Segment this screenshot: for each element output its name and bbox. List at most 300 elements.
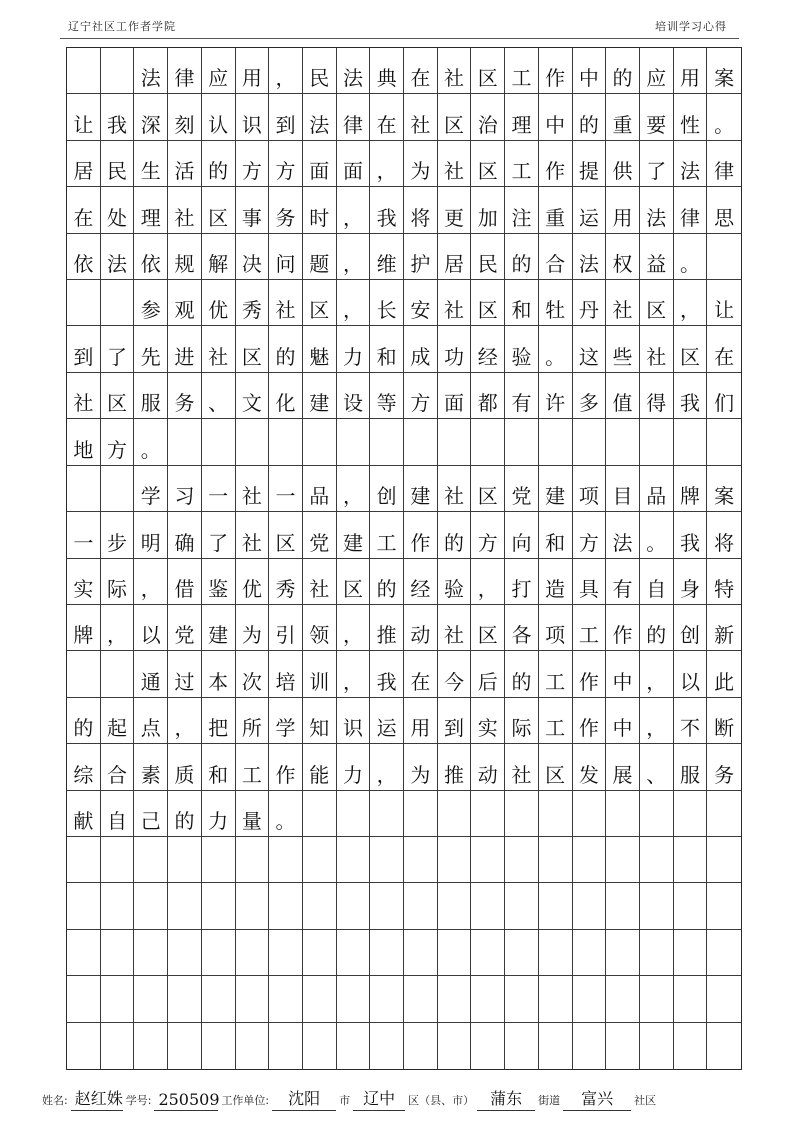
grid-char: 优 bbox=[236, 559, 270, 605]
grid-char: 方 bbox=[471, 512, 505, 558]
grid-char: 断 bbox=[707, 698, 741, 744]
grid-cell-empty bbox=[202, 883, 236, 929]
grid-char: 过 bbox=[168, 651, 202, 697]
grid-char: 案 bbox=[707, 48, 741, 94]
grid-char: 项 bbox=[539, 605, 573, 651]
grid-char: 牡 bbox=[539, 280, 573, 326]
grid-char: 法 bbox=[303, 94, 337, 140]
grid-cell-empty bbox=[236, 837, 270, 883]
grid-cell-empty bbox=[707, 930, 741, 976]
grid-char: 民 bbox=[101, 141, 135, 187]
grid-char: 观 bbox=[168, 280, 202, 326]
grid-cell-empty bbox=[640, 837, 674, 883]
grid-cell-empty bbox=[134, 837, 168, 883]
grid-char: 在 bbox=[707, 326, 741, 372]
grid-char: 。 bbox=[674, 234, 708, 280]
grid-char: 中 bbox=[606, 698, 640, 744]
grid-char bbox=[168, 419, 202, 465]
grid-cell-empty bbox=[471, 976, 505, 1022]
grid-char bbox=[101, 651, 135, 697]
grid-char bbox=[404, 419, 438, 465]
grid-char: 社 bbox=[606, 280, 640, 326]
grid-char: 中 bbox=[539, 94, 573, 140]
grid-cell-empty bbox=[303, 837, 337, 883]
grid-char: 社 bbox=[67, 373, 101, 419]
grid-cell-empty bbox=[404, 976, 438, 1022]
grid-char: 造 bbox=[539, 559, 573, 605]
grid-char: 理 bbox=[505, 94, 539, 140]
grid-cell-empty bbox=[168, 930, 202, 976]
grid-char: 工 bbox=[573, 605, 607, 651]
grid-cell-empty bbox=[674, 1023, 708, 1069]
grid-char: 献 bbox=[67, 791, 101, 837]
grid-char: 时 bbox=[303, 187, 337, 233]
grid-cell-empty bbox=[134, 1023, 168, 1069]
grid-char: 注 bbox=[505, 187, 539, 233]
grid-cell-empty bbox=[236, 1023, 270, 1069]
grid-char: 识 bbox=[337, 698, 371, 744]
grid-char: 社 bbox=[168, 187, 202, 233]
grid-char: 我 bbox=[370, 651, 404, 697]
grid-char: 展 bbox=[606, 744, 640, 790]
grid-char: 认 bbox=[202, 94, 236, 140]
grid-char: ， bbox=[134, 559, 168, 605]
grid-char: 质 bbox=[168, 744, 202, 790]
district-field: 辽中 bbox=[353, 1086, 405, 1111]
grid-char: ， bbox=[101, 605, 135, 651]
street-field: 蒲东 bbox=[477, 1086, 535, 1111]
grid-char: 面 bbox=[303, 141, 337, 187]
grid-char: 借 bbox=[168, 559, 202, 605]
grid-cell-empty bbox=[539, 930, 573, 976]
grid-char: 牌 bbox=[67, 605, 101, 651]
grid-cell-empty bbox=[505, 1023, 539, 1069]
grid-char: 了 bbox=[640, 141, 674, 187]
grid-char: 际 bbox=[101, 559, 135, 605]
grid-char: 区 bbox=[202, 187, 236, 233]
grid-cell-empty bbox=[640, 1023, 674, 1069]
grid-char bbox=[640, 419, 674, 465]
grid-char: 维 bbox=[370, 234, 404, 280]
grid-cell-empty bbox=[168, 883, 202, 929]
grid-char: 的 bbox=[505, 651, 539, 697]
grid-char: 引 bbox=[269, 605, 303, 651]
grid-char: 自 bbox=[640, 559, 674, 605]
grid-char: 工 bbox=[370, 512, 404, 558]
grid-char bbox=[202, 419, 236, 465]
grid-char: 和 bbox=[370, 326, 404, 372]
grid-char: 次 bbox=[236, 651, 270, 697]
grid-char: 治 bbox=[471, 94, 505, 140]
grid-char: 社 bbox=[236, 466, 270, 512]
grid-char: 动 bbox=[471, 744, 505, 790]
grid-char bbox=[101, 466, 135, 512]
grid-char: 、 bbox=[640, 744, 674, 790]
grid-cell-empty bbox=[134, 883, 168, 929]
grid-char: 。 bbox=[539, 326, 573, 372]
grid-cell-empty bbox=[370, 883, 404, 929]
grid-char: 训 bbox=[303, 651, 337, 697]
grid-char: 律 bbox=[674, 187, 708, 233]
grid-char: 品 bbox=[303, 466, 337, 512]
name-label: 姓名: bbox=[42, 1094, 68, 1107]
grid-char: 党 bbox=[505, 466, 539, 512]
grid-char: 的 bbox=[67, 698, 101, 744]
grid-char: 的 bbox=[370, 559, 404, 605]
grid-char bbox=[539, 791, 573, 837]
grid-char: 法 bbox=[674, 141, 708, 187]
grid-char: 品 bbox=[640, 466, 674, 512]
grid-char: 知 bbox=[303, 698, 337, 744]
grid-char: 发 bbox=[573, 744, 607, 790]
grid-char: 这 bbox=[573, 326, 607, 372]
grid-char: 一 bbox=[202, 466, 236, 512]
grid-char bbox=[674, 419, 708, 465]
grid-char: 社 bbox=[236, 512, 270, 558]
writing-grid bbox=[66, 47, 742, 1070]
grid-char: 。 bbox=[640, 512, 674, 558]
grid-cell-empty bbox=[573, 883, 607, 929]
grid-char: 作 bbox=[539, 141, 573, 187]
grid-char: 社 bbox=[269, 280, 303, 326]
grid-char: 的 bbox=[573, 94, 607, 140]
grid-char: 自 bbox=[101, 791, 135, 837]
grid-char: 方 bbox=[573, 512, 607, 558]
grid-char: 学 bbox=[134, 466, 168, 512]
grid-cell-empty bbox=[337, 1023, 371, 1069]
grid-char: 明 bbox=[134, 512, 168, 558]
grid-char: 区 bbox=[236, 326, 270, 372]
grid-char: 让 bbox=[707, 280, 741, 326]
grid-cell-empty bbox=[573, 976, 607, 1022]
grid-char: 、 bbox=[202, 373, 236, 419]
grid-char: 重 bbox=[606, 94, 640, 140]
grid-cell-empty bbox=[573, 837, 607, 883]
grid-char: 向 bbox=[505, 512, 539, 558]
grid-char: 此 bbox=[707, 651, 741, 697]
grid-char: 的 bbox=[505, 234, 539, 280]
grid-char: 学 bbox=[269, 698, 303, 744]
grid-char: 区 bbox=[640, 280, 674, 326]
grid-char: 区 bbox=[471, 605, 505, 651]
grid-char: 题 bbox=[303, 234, 337, 280]
grid-cell-empty bbox=[269, 976, 303, 1022]
grid-char: 确 bbox=[168, 512, 202, 558]
grid-char: ， bbox=[337, 651, 371, 697]
grid-char: 区 bbox=[471, 466, 505, 512]
grid-cell-empty bbox=[303, 883, 337, 929]
grid-char: ， bbox=[674, 280, 708, 326]
page-header-left: 辽宁社区工作者学院 bbox=[68, 20, 176, 33]
grid-char: 工 bbox=[236, 744, 270, 790]
grid-char: 法 bbox=[134, 48, 168, 94]
grid-char bbox=[573, 791, 607, 837]
grid-cell-empty bbox=[539, 1023, 573, 1069]
grid-char: 创 bbox=[370, 466, 404, 512]
grid-cell-empty bbox=[606, 930, 640, 976]
grid-cell-empty bbox=[337, 837, 371, 883]
grid-char: 量 bbox=[236, 791, 270, 837]
grid-char: ， bbox=[370, 744, 404, 790]
grid-char: 区 bbox=[471, 141, 505, 187]
grid-char: 法 bbox=[101, 234, 135, 280]
grid-char: 作 bbox=[539, 48, 573, 94]
grid-char: 典 bbox=[370, 48, 404, 94]
grid-char: 动 bbox=[404, 605, 438, 651]
grid-char: 我 bbox=[101, 94, 135, 140]
grid-char: 区 bbox=[471, 280, 505, 326]
grid-char: 。 bbox=[134, 419, 168, 465]
community-label: 社区 bbox=[634, 1094, 657, 1107]
grid-char: 等 bbox=[370, 373, 404, 419]
grid-char: 用 bbox=[404, 698, 438, 744]
grid-char: 区 bbox=[269, 512, 303, 558]
grid-char: 到 bbox=[67, 326, 101, 372]
work-unit-label: 工作单位: bbox=[221, 1094, 270, 1107]
grid-char: 一 bbox=[269, 466, 303, 512]
grid-char: 区 bbox=[438, 94, 472, 140]
grid-char: 我 bbox=[674, 512, 708, 558]
grid-cell-empty bbox=[404, 1023, 438, 1069]
grid-char bbox=[370, 791, 404, 837]
grid-char: 事 bbox=[236, 187, 270, 233]
grid-char: 力 bbox=[337, 326, 371, 372]
grid-cell-empty bbox=[236, 930, 270, 976]
grid-char: 社 bbox=[438, 466, 472, 512]
grid-cell-empty bbox=[337, 976, 371, 1022]
grid-cell-empty bbox=[606, 837, 640, 883]
grid-char: 工 bbox=[539, 651, 573, 697]
grid-char: 的 bbox=[168, 791, 202, 837]
grid-char bbox=[67, 466, 101, 512]
grid-char bbox=[67, 651, 101, 697]
grid-char: 作 bbox=[404, 512, 438, 558]
grid-char bbox=[438, 791, 472, 837]
grid-char: 值 bbox=[606, 373, 640, 419]
grid-char: ， bbox=[370, 141, 404, 187]
grid-cell-empty bbox=[168, 976, 202, 1022]
grid-char: 工 bbox=[505, 141, 539, 187]
grid-cell-empty bbox=[707, 837, 741, 883]
grid-char: ， bbox=[337, 234, 371, 280]
grid-cell-empty bbox=[101, 883, 135, 929]
grid-char bbox=[471, 419, 505, 465]
grid-char: 建 bbox=[202, 605, 236, 651]
grid-char: 面 bbox=[438, 373, 472, 419]
grid-char: 创 bbox=[674, 605, 708, 651]
grid-char: 目 bbox=[606, 466, 640, 512]
grid-char: 力 bbox=[337, 744, 371, 790]
grid-char: 律 bbox=[707, 141, 741, 187]
grid-char: 为 bbox=[404, 141, 438, 187]
grid-char: 合 bbox=[101, 744, 135, 790]
grid-char bbox=[707, 234, 741, 280]
grid-char: 中 bbox=[606, 651, 640, 697]
page-header-right: 培训学习心得 bbox=[655, 20, 727, 33]
grid-cell-empty bbox=[707, 1023, 741, 1069]
grid-char: 的 bbox=[606, 48, 640, 94]
grid-char: 成 bbox=[404, 326, 438, 372]
grid-char: 特 bbox=[707, 559, 741, 605]
grid-char: 作 bbox=[573, 651, 607, 697]
grid-cell-empty bbox=[101, 837, 135, 883]
grid-char: 识 bbox=[236, 94, 270, 140]
grid-cell-empty bbox=[337, 883, 371, 929]
grid-char: 素 bbox=[134, 744, 168, 790]
grid-char: 各 bbox=[505, 605, 539, 651]
grid-char: 实 bbox=[67, 559, 101, 605]
grid-cell-empty bbox=[202, 930, 236, 976]
grid-char bbox=[573, 419, 607, 465]
grid-char: 优 bbox=[202, 280, 236, 326]
student-id-label: 学号: bbox=[125, 1094, 152, 1107]
grid-char: 起 bbox=[101, 698, 135, 744]
grid-char: 面 bbox=[337, 141, 371, 187]
grid-cell-empty bbox=[674, 930, 708, 976]
grid-char: 社 bbox=[303, 559, 337, 605]
grid-char: ， bbox=[640, 651, 674, 697]
grid-cell-empty bbox=[573, 1023, 607, 1069]
grid-char: 加 bbox=[471, 187, 505, 233]
grid-cell-empty bbox=[404, 930, 438, 976]
grid-char bbox=[674, 791, 708, 837]
grid-char bbox=[539, 419, 573, 465]
grid-char: 以 bbox=[674, 651, 708, 697]
grid-char: 深 bbox=[134, 94, 168, 140]
grid-char: 力 bbox=[202, 791, 236, 837]
grid-cell-empty bbox=[370, 930, 404, 976]
grid-char: 步 bbox=[101, 512, 135, 558]
grid-char: ， bbox=[337, 605, 371, 651]
grid-char: 社 bbox=[438, 605, 472, 651]
grid-char: 际 bbox=[505, 698, 539, 744]
grid-char: 化 bbox=[269, 373, 303, 419]
grid-char: 些 bbox=[606, 326, 640, 372]
grid-cell-empty bbox=[471, 1023, 505, 1069]
grid-char bbox=[707, 419, 741, 465]
grid-char: 运 bbox=[370, 698, 404, 744]
grid-cell-empty bbox=[539, 976, 573, 1022]
grid-char: 在 bbox=[404, 651, 438, 697]
grid-char: 一 bbox=[67, 512, 101, 558]
grid-char: 身 bbox=[674, 559, 708, 605]
grid-char bbox=[337, 791, 371, 837]
grid-cell-empty bbox=[471, 930, 505, 976]
grid-cell-empty bbox=[640, 976, 674, 1022]
grid-char: 在 bbox=[370, 94, 404, 140]
grid-cell-empty bbox=[674, 837, 708, 883]
street-label: 街道 bbox=[538, 1094, 561, 1107]
grid-char: 习 bbox=[168, 466, 202, 512]
grid-char: 领 bbox=[303, 605, 337, 651]
grid-cell-empty bbox=[168, 837, 202, 883]
grid-char: 我 bbox=[370, 187, 404, 233]
grid-char: 打 bbox=[505, 559, 539, 605]
grid-char bbox=[606, 419, 640, 465]
grid-cell-empty bbox=[370, 837, 404, 883]
grid-cell-empty bbox=[505, 837, 539, 883]
grid-char: 培 bbox=[269, 651, 303, 697]
grid-cell-empty bbox=[573, 930, 607, 976]
footer-info bbox=[42, 1085, 757, 1111]
grid-char: 供 bbox=[606, 141, 640, 187]
grid-char: 的 bbox=[640, 605, 674, 651]
grid-char: 先 bbox=[134, 326, 168, 372]
grid-cell-empty bbox=[101, 930, 135, 976]
grid-char: 和 bbox=[539, 512, 573, 558]
grid-char: 在 bbox=[404, 48, 438, 94]
grid-char: 多 bbox=[573, 373, 607, 419]
grid-char: 问 bbox=[269, 234, 303, 280]
grid-char: 让 bbox=[67, 94, 101, 140]
grid-char: 决 bbox=[236, 234, 270, 280]
grid-cell-empty bbox=[539, 883, 573, 929]
grid-char: 党 bbox=[303, 512, 337, 558]
grid-cell-empty bbox=[303, 1023, 337, 1069]
grid-char: 应 bbox=[640, 48, 674, 94]
grid-cell-empty bbox=[674, 883, 708, 929]
grid-char: 们 bbox=[707, 373, 741, 419]
grid-char: 服 bbox=[674, 744, 708, 790]
grid-char: 新 bbox=[707, 605, 741, 651]
grid-char: 区 bbox=[674, 326, 708, 372]
grid-char: 能 bbox=[303, 744, 337, 790]
grid-char: 设 bbox=[337, 373, 371, 419]
grid-char: 用 bbox=[606, 187, 640, 233]
grid-char: 将 bbox=[404, 187, 438, 233]
grid-char: 都 bbox=[471, 373, 505, 419]
grid-char: 以 bbox=[134, 605, 168, 651]
grid-cell-empty bbox=[438, 883, 472, 929]
grid-char: 性 bbox=[674, 94, 708, 140]
grid-char: 应 bbox=[202, 48, 236, 94]
grid-char: 项 bbox=[573, 466, 607, 512]
grid-char: 点 bbox=[134, 698, 168, 744]
grid-cell-empty bbox=[236, 883, 270, 929]
grid-char: 处 bbox=[101, 187, 135, 233]
grid-char: 我 bbox=[674, 373, 708, 419]
grid-char: 了 bbox=[101, 326, 135, 372]
grid-cell-empty bbox=[101, 976, 135, 1022]
grid-cell-empty bbox=[438, 976, 472, 1022]
grid-char: 今 bbox=[438, 651, 472, 697]
grid-char: 有 bbox=[505, 373, 539, 419]
grid-char: 鉴 bbox=[202, 559, 236, 605]
grid-char: 实 bbox=[471, 698, 505, 744]
grid-char bbox=[505, 791, 539, 837]
grid-char: 务 bbox=[168, 373, 202, 419]
grid-cell-empty bbox=[640, 930, 674, 976]
grid-char: 地 bbox=[67, 419, 101, 465]
grid-char: 民 bbox=[471, 234, 505, 280]
grid-char: 运 bbox=[573, 187, 607, 233]
grid-cell-empty bbox=[370, 1023, 404, 1069]
grid-char bbox=[370, 419, 404, 465]
grid-char: 刻 bbox=[168, 94, 202, 140]
grid-char: 权 bbox=[606, 234, 640, 280]
grid-cell-empty bbox=[471, 883, 505, 929]
grid-char: ， bbox=[168, 698, 202, 744]
grid-char: ， bbox=[640, 698, 674, 744]
name-field: 赵红姝 bbox=[71, 1086, 123, 1111]
grid-cell-empty bbox=[303, 930, 337, 976]
grid-char: 秀 bbox=[269, 559, 303, 605]
grid-char: 魅 bbox=[303, 326, 337, 372]
grid-char: 法 bbox=[606, 512, 640, 558]
grid-char: ， bbox=[269, 48, 303, 94]
grid-cell-empty bbox=[505, 976, 539, 1022]
grid-char bbox=[303, 419, 337, 465]
